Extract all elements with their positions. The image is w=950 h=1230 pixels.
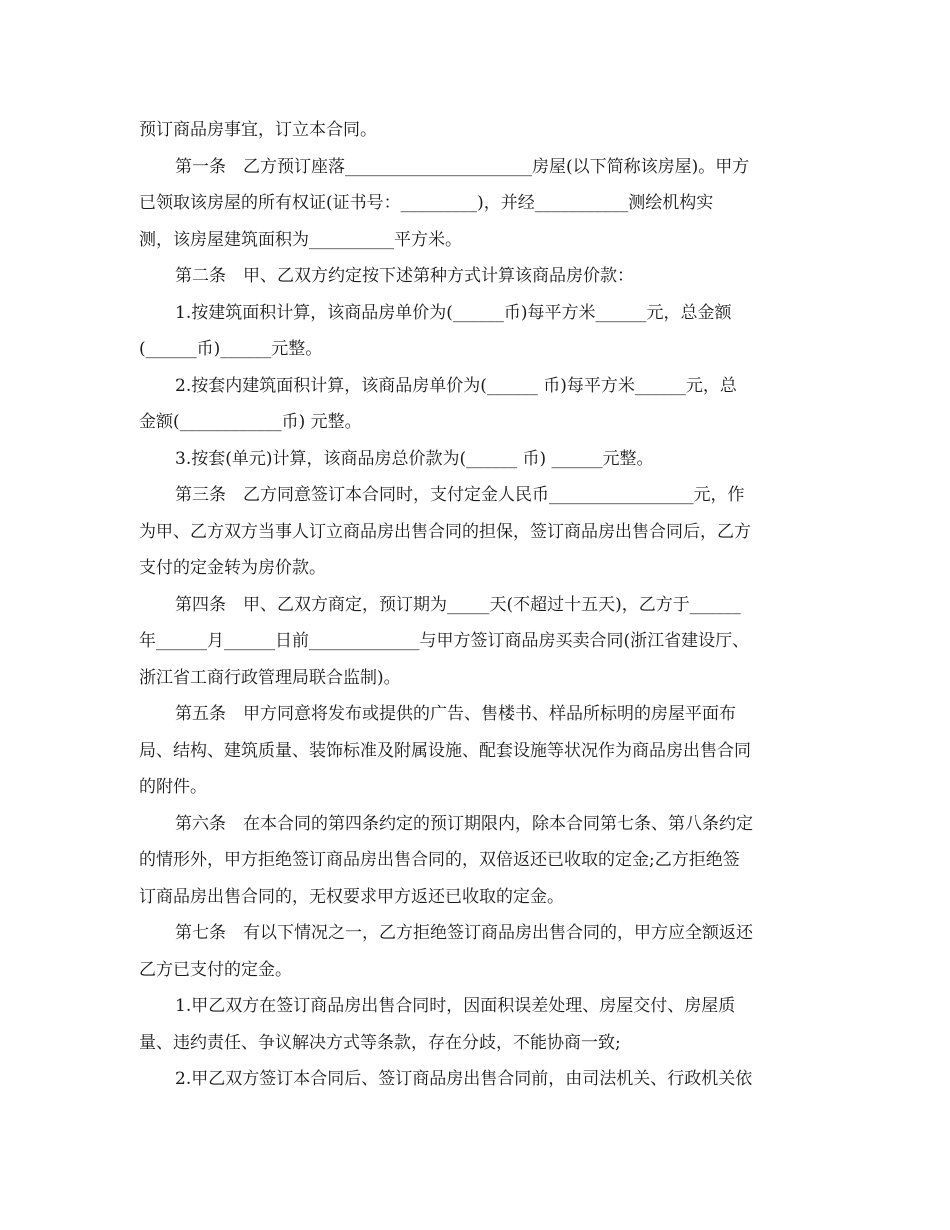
text-line: 第二条 甲、乙双方约定按下述第种方式计算该商品房价款： [175, 266, 634, 286]
text-line: 第七条 有以下情况之一，乙方拒绝签订商品房出售合同的，甲方应全额返还 [175, 923, 753, 943]
text-line: 1.按建筑面积计算，该商品房单价为(______币)每平方米______元，总金额 [175, 302, 732, 323]
text-line: 的情形外，甲方拒绝签订商品房出售合同的，双倍返还已收取的定金;乙方拒绝签 [139, 850, 740, 870]
text-line: 的附件。 [139, 777, 207, 797]
text-line: 乙方已支付的定金。 [139, 959, 292, 980]
text-line: 第一条 乙方预订座落______________________房屋(以下简称该房屋)。甲方 [175, 156, 750, 177]
text-line: 量、违约责任、争议解决方式等条款，存在分歧，不能协商一致; [139, 1032, 621, 1053]
text-line: 年______月______日前_____________与甲方签订商品房买卖合同(浙江省建设厅、 [139, 631, 750, 651]
text-line: 2.甲乙双方签订本合同后、签订商品房出售合同前，由司法机关、行政机关依 [175, 1069, 753, 1089]
text-line: (______币)______元整。 [139, 339, 323, 359]
text-line: 2.按套内建筑面积计算，该商品房单价为(______ 币)每平方米______元，总 [175, 375, 737, 396]
text-line: 局、结构、建筑质量、装饰标准及附属设施、配套设施等状况作为商品房出售合同 [139, 740, 751, 761]
text-line: 浙江省工商行政管理局联合监制)。 [139, 667, 401, 688]
text-line: 第四条 甲、乙双方商定，预订期为_____天(不超过十五天)，乙方于______ [175, 594, 741, 615]
text-line: 第六条 在本合同的第四条约定的预订期限内，除本合同第七条、第八条约定 [175, 813, 753, 834]
text-line: 3.按套(单元)计算，该商品房总价款为(______ 币) ______元整。 [175, 448, 654, 469]
text-line: 已领取该房屋的所有权证(证书号：_________)，并经___________测绘机构实 [139, 193, 714, 213]
text-line: 金额(____________币) 元整。 [139, 412, 362, 432]
text-line: 测，该房屋建筑面积为__________平方米。 [139, 229, 462, 250]
contract-body [139, 112, 811, 1098]
text-line: 预订商品房事宜，订立本合同。 [139, 120, 377, 140]
text-line: 支付的定金转为房价款。 [139, 558, 326, 578]
text-line: 为甲、乙方双方当事人订立商品房出售合同的担保，签订商品房出售合同后，乙方 [139, 521, 751, 542]
text-line: 第三条 乙方同意签订本合同时，支付定金人民币_________________元，作 [175, 485, 745, 505]
text-line: 订商品房出售合同的，无权要求甲方返还已收取的定金。 [139, 886, 564, 907]
text-line: 第五条 甲方同意将发布或提供的广告、售楼书、样品所标明的房屋平面布 [175, 704, 736, 724]
text-line: 1.甲乙双方在签订商品房出售合同时，因面积误差处理、房屋交付、房屋质 [175, 996, 736, 1016]
